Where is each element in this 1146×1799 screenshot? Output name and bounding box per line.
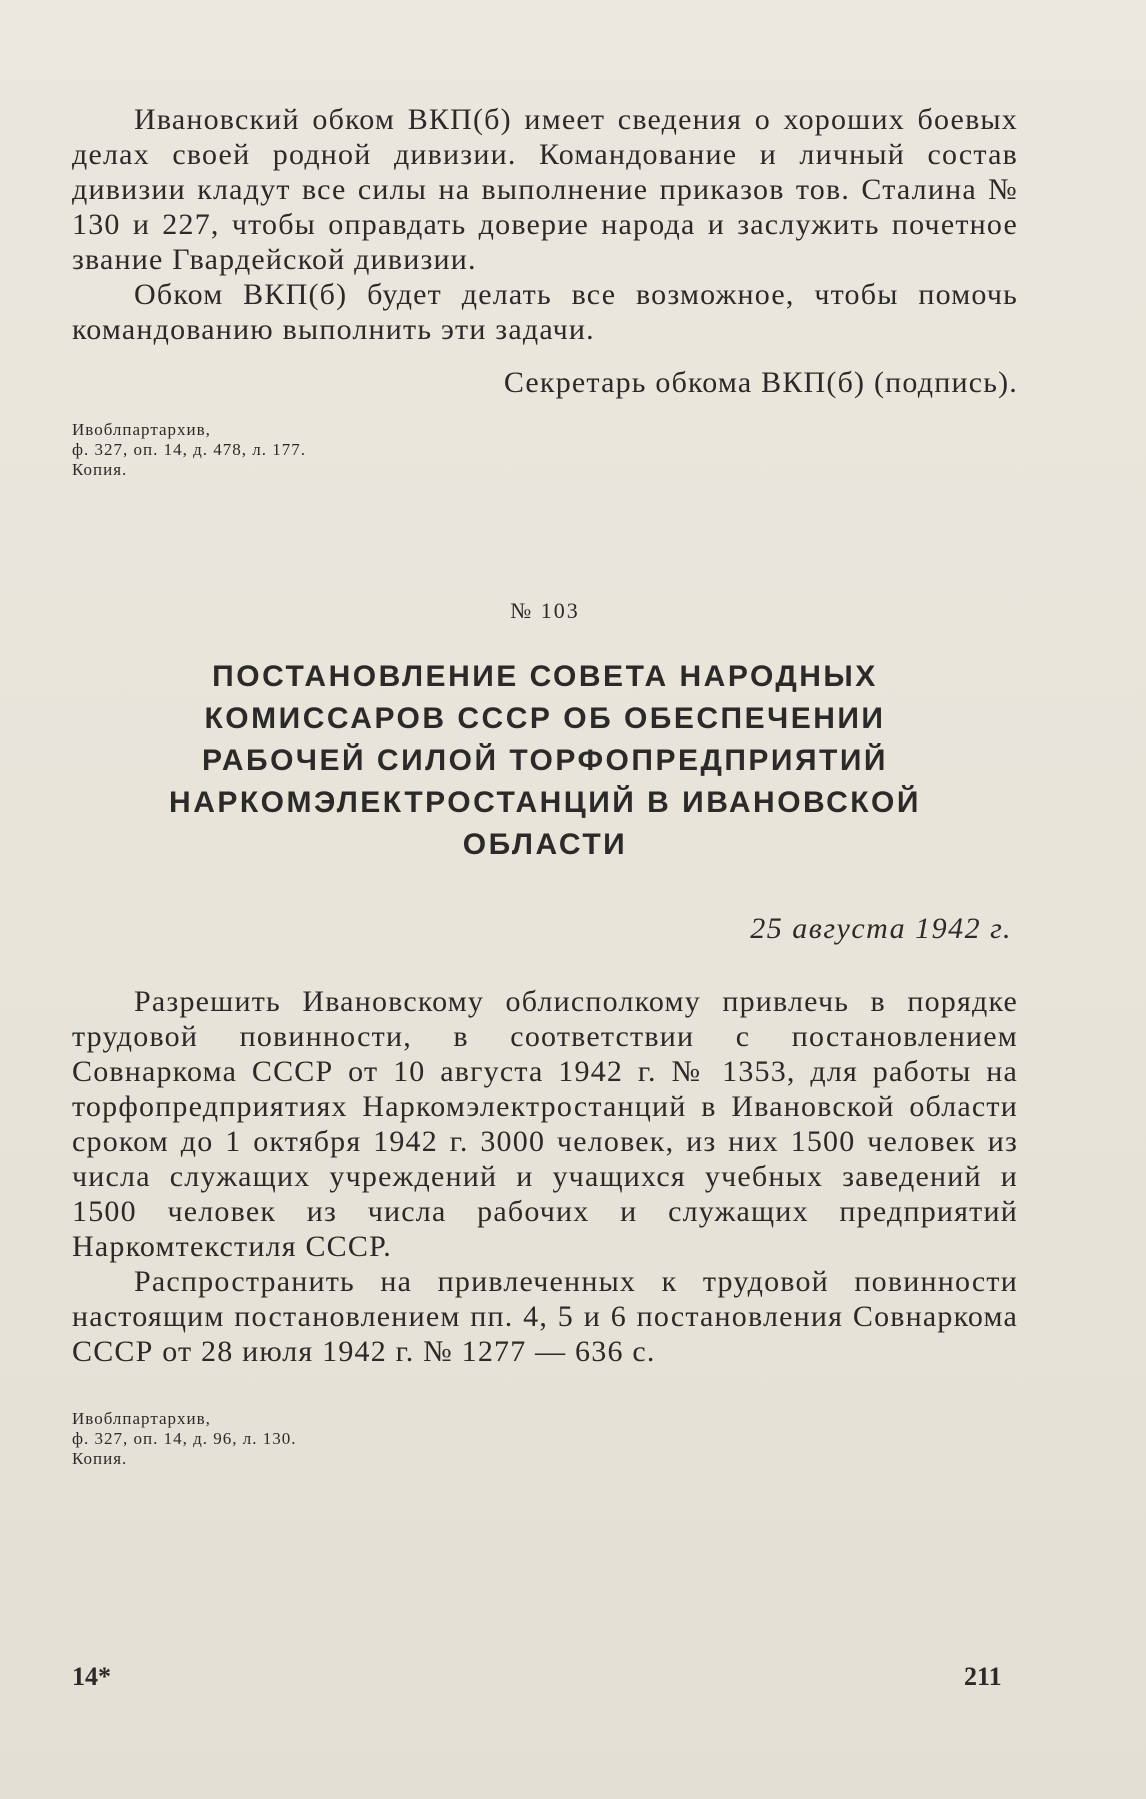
archive-line: Ивоблпартархив, — [72, 420, 211, 439]
title-line: ПОСТАНОВЛЕНИЕ СОВЕТА НАРОДНЫХ — [212, 660, 878, 693]
paragraph: Распространить на привлеченных к трудовой повинности настоящим постановлением пп. 4, 5 и 6 постановления Совнаркома СССР от 28 июля 1942 г. № 1277 — 636 с. — [72, 1265, 1018, 1368]
document-date: 25 августа 1942 г. — [750, 912, 1012, 945]
archive-line: ф. 327, оп. 14, д. 96, л. 130. — [72, 1429, 297, 1448]
document-body — [72, 984, 1018, 1469]
archive-line: ф. 327, оп. 14, д. 478, л. 177. — [72, 440, 306, 459]
archive-line: Копия. — [72, 460, 128, 479]
title-line: НАРКОМЭЛЕКТРОСТАНЦИЙ В ИВАНОВСКОЙ — [169, 786, 921, 819]
archive-line: Копия. — [72, 1449, 128, 1468]
signature-line: Секретарь обкома ВКП(б) (подпись). — [503, 366, 1018, 399]
previous-document-ending — [72, 102, 1018, 480]
paragraph: Обком ВКП(б) будет делать все возможное, чтобы помочь командованию выполнить эти задачи. — [72, 278, 1018, 346]
archive-reference — [72, 1409, 1018, 1469]
document-number: № 103 — [510, 598, 580, 623]
title-line: РАБОЧЕЙ СИЛОЙ ТОРФОПРЕДПРИЯТИЙ — [201, 744, 888, 777]
page-number: 211 — [964, 1662, 1002, 1691]
document-title — [72, 656, 1018, 866]
archive-line: Ивоблпартархив, — [72, 1409, 211, 1428]
signature-mark: 14* — [72, 1662, 111, 1691]
paragraph: Разрешить Ивановскому облисполкому привлечь в порядке трудовой повинности, в соответствии с постановлением Совнаркома СССР от 10 августа 1942 г. № 1353, для работы на торфопредприятиях Наркомэлектростанций в Ивановской области сроком до 1 октября 1942 г. 3000 человек, из них 1500 человек из числа служащих учреждений и учащихся учебных заведений и 1500 человек из числа рабочих и служащих предприятий Наркомтекстиля СССР. — [72, 985, 1018, 1263]
title-line: ОБЛАСТИ — [462, 828, 628, 861]
title-line: КОМИССАРОВ СССР ОБ ОБЕСПЕЧЕНИИ — [204, 702, 886, 735]
paragraph: Ивановский обком ВКП(б) имеет сведения о хороших боевых делах своей родной дивизии. Командование и личный состав дивизии кладут все силы на выполнение приказов тов. Сталина № 130 и 227, чтобы оправдать доверие народа и заслужить почетное звание Гвардейской дивизии. — [72, 103, 1018, 276]
archive-reference — [72, 420, 1018, 480]
